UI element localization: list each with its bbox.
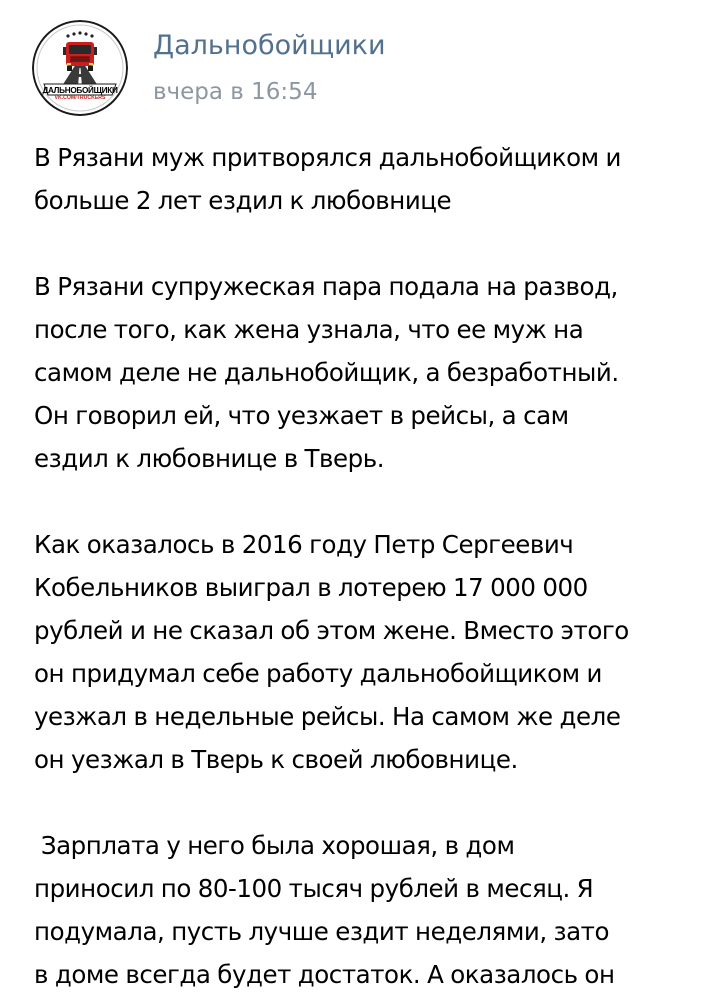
text-line: он придумал себе работу дальнобойщиком и	[34, 659, 602, 688]
post-text	[34, 136, 714, 996]
text-line: ездил к любовнице в Тверь.	[34, 444, 385, 473]
group-avatar[interactable]	[32, 20, 128, 116]
post-header	[0, 0, 720, 130]
text-line: больше 2 лет ездил к любовнице	[34, 186, 452, 215]
text-line: самом деле не дальнобойщик, а безработный.	[34, 358, 619, 387]
text-line: В Рязани муж притворялся дальнобойщиком и	[34, 143, 621, 172]
text-line: Как оказалось в 2016 году Петр Сергеевич	[34, 530, 574, 559]
truck-logo-icon	[32, 20, 128, 116]
text-line: в доме всегда будет достаток. А оказалось он	[34, 960, 615, 989]
text-line: рублей и не сказал об этом жене. Вместо этого	[34, 616, 629, 645]
text-line: он уезжал в Тверь к своей любовнице.	[34, 745, 518, 774]
text-line: приносил по 80-100 тысяч рублей в месяц. Я	[34, 874, 594, 903]
post-timestamp[interactable]: вчера в 16:54	[153, 79, 318, 105]
text-line: Зарплата у него была хорошая, в дом	[34, 831, 515, 860]
text-line: уезжал в недельные рейсы. На самом же деле	[34, 702, 621, 731]
text-line: подумала, пусть лучше ездит неделями, зато	[34, 917, 609, 946]
text-line: Он говорил ей, что уезжает в рейсы, а сам	[34, 401, 569, 430]
text-line: Кобельников выиграл в лотерею 17 000 000	[34, 573, 588, 602]
text-line: после того, как жена узнала, что ее муж на	[34, 315, 584, 344]
post-paragraph	[34, 824, 714, 996]
post-paragraph	[34, 136, 714, 222]
post-paragraph	[34, 265, 714, 480]
post-paragraph	[34, 523, 714, 781]
text-line: В Рязани супружеская пара подала на развод,	[34, 272, 618, 301]
group-name-link[interactable]: Дальнобойщики	[153, 30, 386, 61]
avatar-subcaption: VK.COM/TRUCKERS	[54, 95, 106, 101]
avatar-caption: ДАЛЬНОБОЙЩИКИ	[42, 86, 118, 95]
